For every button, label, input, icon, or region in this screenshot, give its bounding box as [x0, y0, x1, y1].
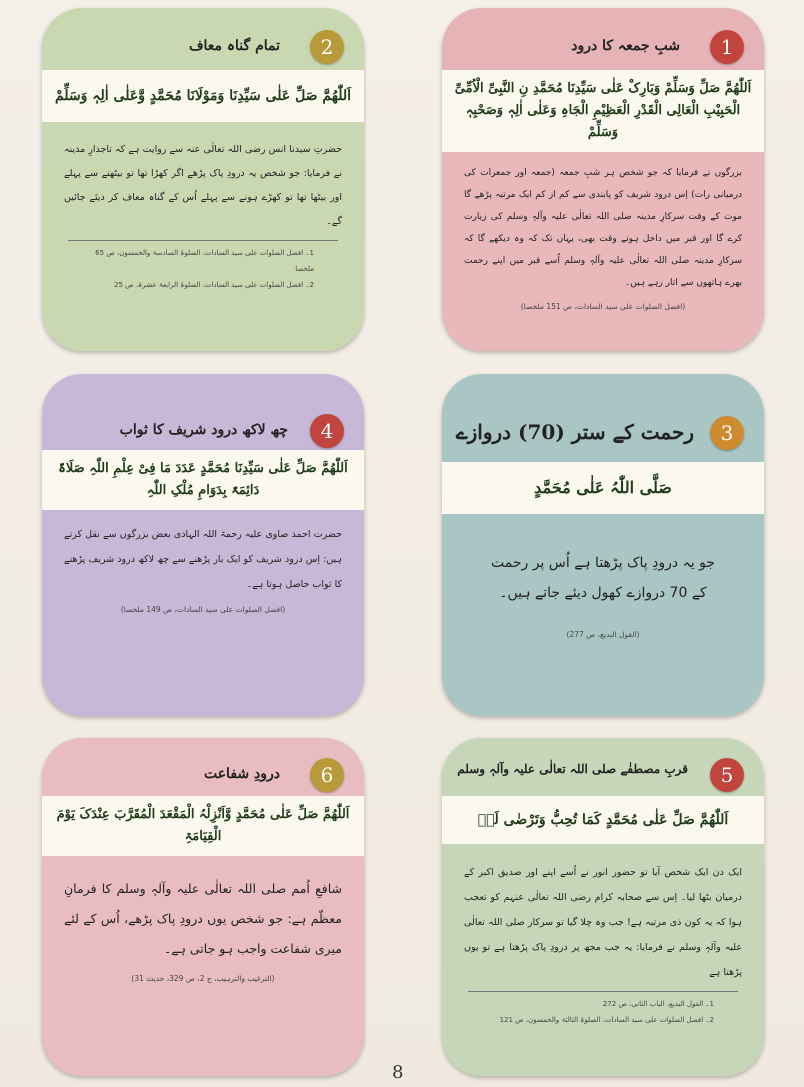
card-title: درودِ شفاعت	[203, 766, 280, 782]
page-number: 8	[392, 1062, 404, 1083]
number-badge: 5	[710, 758, 744, 792]
card-header	[42, 374, 364, 450]
dua-text: اَللّٰھُمَّ صَلِّ وَسَلِّمْ وَبَارِکْ عَلٰی سَیِّدِنَا مُحَمَّدِ نِ النَّبِیِّ الْاُمِّیِّ الْحَبِیْبِ الْعَالِی الْقَدْرِ الْعَظِیْمِ الْجَاہِ وَعَلٰی اٰلِہٖ وَصَحْبِہٖ وَسَلِّمْ	[442, 70, 764, 152]
number-badge: 3	[710, 416, 744, 450]
reference-1: 1۔ القول البدیع، الباب الثانی، ص 272	[602, 1000, 714, 1008]
card-body: حضرتِ سیدنا انس رضی اللہ تعالٰی عنہ سے روایت ہے کہ تاجدارِ مدینہ نے فرمایا: جو شخص یہ درودِ پاک پڑھے اگر کھڑا تھا تو بیٹھنے سے پہلے اور بیٹھا تھا تو کھڑے ہونے سے پہلے اُس کے گناہ معاف کر دیئے جائیں گے۔	[64, 144, 342, 227]
dua-text: اَللّٰھُمَّ صَلِّ عَلٰی سَیِّدِنَا مُحَمَّدٍ عَدَدَ مَا فِیْ عِلْمِ اللّٰہِ صَلَاۃً دَائِمَۃً بِدَوَامِ مُلْکِ اللّٰہِ	[42, 450, 364, 510]
card-header	[442, 374, 764, 462]
reference-2: 2۔ افضل الصلوات علی سید السادات، الصلوۃ الرابعۃ عشرۃ، ص 25	[114, 281, 314, 289]
reference: (القول البدیع، ص 277)	[566, 630, 640, 639]
card-title: شبِ جمعہ کا درود	[571, 38, 680, 54]
card-6	[42, 738, 364, 1076]
dua-text: اَللّٰھُمَّ صَلِّ عَلٰی مُحَمَّدٍ کَمَا تُحِبُّ وَتَرْضٰی لَہٗ	[442, 796, 764, 844]
card-body: حضرت احمد صاوی علیہ رحمۃ اللہ الہادی بعض بزرگوں سے نقل کرتے ہیں: اِس درود شریف کو ایک بار پڑھنے سے چھ لاکھ درود شریف پڑھنے کا ثواب حاصل ہوتا ہے۔	[64, 529, 342, 590]
card-2	[42, 8, 364, 351]
number-badge: 1	[710, 30, 744, 64]
number-badge: 2	[310, 30, 344, 64]
card-body: بزرگوں نے فرمایا کہ جو شخص ہر شبِ جمعہ (جمعہ اور جمعرات کی درمیانی رات) اِس درود شریف کو پابندی سے کم از کم ایک مرتبہ پڑھے گا موت کے وقت سرکارِ مدینہ صلی اللہ تعالٰی علیہ وآلہٖ وسلم کی زیارت کرے گا اور قبر میں داخل ہوتے وقت بھی، یہاں تک کہ وہ دیکھے گا کہ سرکارِ مدینہ صلی اللہ تعالٰی علیہ وآلہٖ وسلم اُسے قبر میں اپنے رحمت بھرے ہاتھوں سے اتار رہے ہیں۔	[464, 168, 742, 288]
reference: (افضل الصلوات علی سید السادات، ص 149 ملخصا)	[120, 605, 286, 614]
card-title: قربِ مصطفٰے صلی اللہ تعالٰی علیہ وآلہٖ وسلم	[457, 762, 688, 776]
card-4	[42, 374, 364, 716]
card-title: رحمت کے ستر (70) دروازے	[455, 420, 694, 444]
card-body: شافعِ اُمم صلی اللہ تعالٰی علیہ وآلہٖ وسلم کا فرمانِ معظّم ہے: جو شخص یوں درودِ پاک پڑھے، اُس کے لئے میری شفاعت واجب ہو جاتی ہے۔	[64, 881, 342, 956]
card-body: ایک دن ایک شخص آیا تو حضور انور نے اُسے اپنے اور صدیق اکبر کے درمیان بٹھا لیا۔ اِس سے صحابہ کرام رضی اللہ تعالٰی عنہم کو تعجب ہوا کہ یہ کون ذی مرتبہ ہے! جب وہ چلا گیا تو سرکار صلی اللہ تعالٰی علیہ وآلہٖ وسلم نے فرمایا: یہ جب مجھ پر درودِ پاک پڑھتا ہے تو یوں پڑھتا ہے	[464, 867, 742, 978]
number-badge: 6	[310, 758, 344, 792]
card-header	[442, 738, 764, 796]
references	[468, 991, 738, 1032]
dua-text: اَللّٰھُمَّ صَلِّ عَلٰی سَیِّدِنَا وَمَوْلَانَا مُحَمَّدٍ وَّعَلٰی اٰلِہٖ وَسَلِّمْ	[42, 70, 364, 122]
references	[68, 240, 338, 297]
dua-text: صَلَّی اللّٰہُ عَلٰی مُحَمَّدٍ	[442, 462, 764, 514]
card-5	[442, 738, 764, 1076]
card-header	[442, 8, 764, 70]
card-header	[42, 738, 364, 796]
card-title: تمام گناہ معاف	[188, 38, 280, 54]
reference: (الترغیب والترہیب، ج 2، ص 329، حدیث 31)	[131, 974, 275, 983]
card-body: جو یہ درودِ پاک پڑھتا ہے اُس پر رحمت کے 70 دروازے کھول دیئے جاتے ہیں۔	[490, 555, 716, 601]
card-header	[42, 8, 364, 70]
dua-text: اَللّٰھُمَّ صَلِّ عَلٰی مُحَمَّدٍ وَّاَنْزِلْہُ الْمَقْعَدَ الْمُقَرَّبَ عِنْدَکَ یَوْمَ الْقِیَامَۃِ	[42, 796, 364, 856]
card-title: چھ لاکھ درود شریف کا ثواب	[119, 422, 288, 438]
reference: (افضل الصلوات علی سید السادات، ص 151 ملخصا)	[520, 302, 686, 311]
card-1	[442, 8, 764, 351]
card-3	[442, 374, 764, 716]
reference-2: 2۔ افضل الصلوات علی سید السادات، الصلوۃ الثالثۃ والخمسون، ص 121	[499, 1016, 714, 1024]
reference-1: 1۔ افضل الصلوات علی سید السادات، الصلوۃ السادسۃ والخمسون، ص 65 ملخصا	[95, 249, 314, 273]
number-badge: 4	[310, 414, 344, 448]
